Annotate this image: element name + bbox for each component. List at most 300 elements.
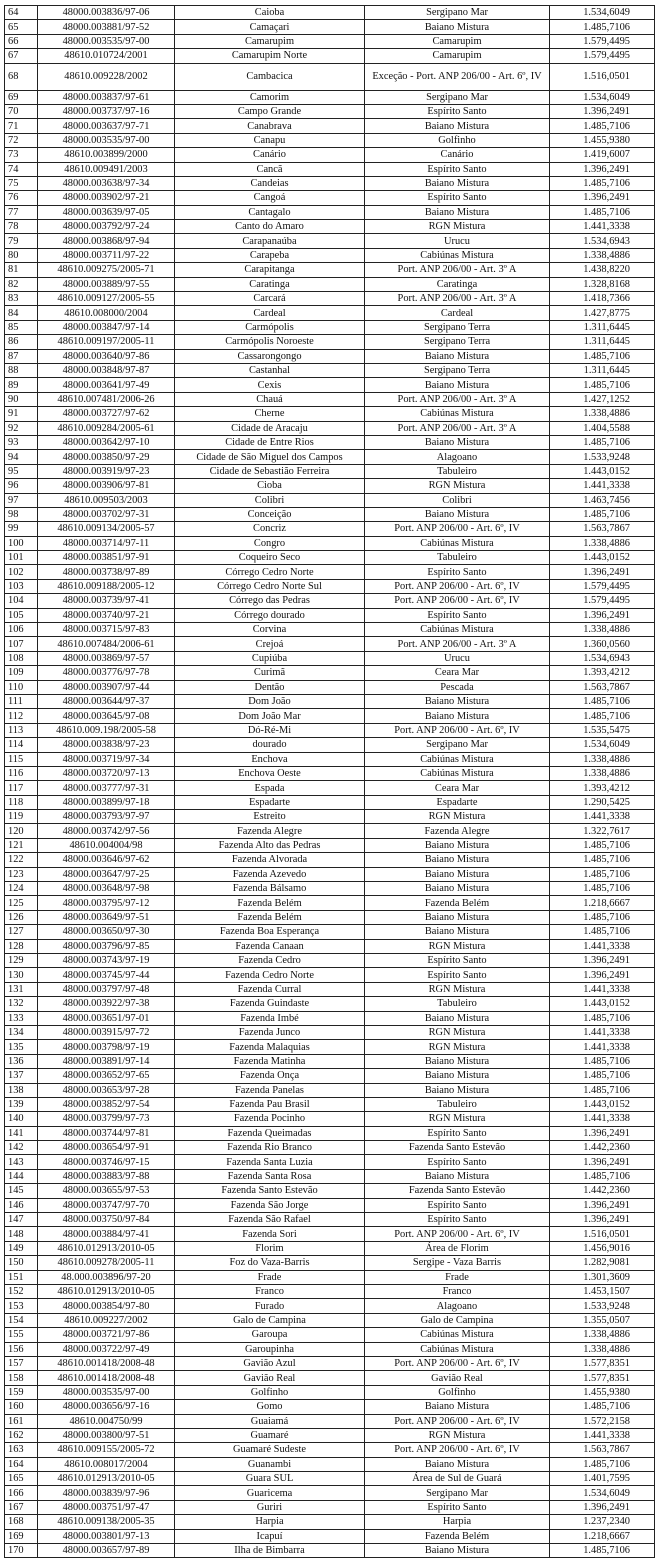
process-number-cell: 48000.003640/97-86 — [38, 349, 175, 363]
row-number-cell: 136 — [5, 1054, 38, 1068]
field-name-cell: Curimã — [175, 666, 365, 680]
row-number-cell: 95 — [5, 464, 38, 478]
price-value-cell: 1.290,5425 — [550, 795, 655, 809]
table-row — [5, 263, 655, 277]
price-value-cell: 1.535,5475 — [550, 723, 655, 737]
process-number-cell: 48610.009197/2005-11 — [38, 335, 175, 349]
field-name-cell: Gavião Azul — [175, 1356, 365, 1370]
table-row — [5, 1284, 655, 1298]
table-row — [5, 1184, 655, 1198]
process-number-cell: 48000.003649/97-51 — [38, 910, 175, 924]
price-value-cell: 1.441,3338 — [550, 1428, 655, 1442]
field-name-cell: Cidade de Entre Rios — [175, 435, 365, 449]
table-row — [5, 34, 655, 48]
row-number-cell: 120 — [5, 824, 38, 838]
price-value-cell: 1.485,7106 — [550, 1400, 655, 1414]
table-row — [5, 536, 655, 550]
table-row — [5, 910, 655, 924]
process-number-cell: 48000.003851/97-91 — [38, 551, 175, 565]
field-name-cell: Camarupim — [175, 34, 365, 48]
price-value-cell: 1.396,2491 — [550, 954, 655, 968]
price-value-cell: 1.237,2340 — [550, 1515, 655, 1529]
table-row — [5, 1457, 655, 1471]
row-number-cell: 134 — [5, 1025, 38, 1039]
table-row — [5, 148, 655, 162]
field-name-cell: Fazenda Santa Rosa — [175, 1169, 365, 1183]
row-number-cell: 145 — [5, 1184, 38, 1198]
process-number-cell: 48000.003919/97-23 — [38, 464, 175, 478]
field-name-cell: Cancã — [175, 162, 365, 176]
table-row — [5, 378, 655, 392]
field-name-cell: Fazenda Azevedo — [175, 867, 365, 881]
reference-area-cell: RGN Mistura — [365, 1112, 550, 1126]
process-number-cell: 48000.003645/97-08 — [38, 709, 175, 723]
table-row — [5, 651, 655, 665]
process-number-cell: 48000.003715/97-83 — [38, 623, 175, 637]
field-name-cell: Castanhal — [175, 363, 365, 377]
price-value-cell: 1.577,8351 — [550, 1356, 655, 1370]
reference-area-cell: Canário — [365, 148, 550, 162]
field-name-cell: Franco — [175, 1284, 365, 1298]
reference-area-cell: Ceara Mar — [365, 781, 550, 795]
table-row — [5, 363, 655, 377]
price-value-cell: 1.442,2360 — [550, 1141, 655, 1155]
process-number-cell: 48000.003915/97-72 — [38, 1025, 175, 1039]
price-value-cell: 1.485,7106 — [550, 1169, 655, 1183]
row-number-cell: 164 — [5, 1457, 38, 1471]
process-number-cell: 48000.003847/97-14 — [38, 320, 175, 334]
row-number-cell: 114 — [5, 738, 38, 752]
price-value-cell: 1.360,0560 — [550, 637, 655, 651]
process-number-cell: 48000.003776/97-78 — [38, 666, 175, 680]
process-number-cell: 48610.004750/99 — [38, 1414, 175, 1428]
field-name-cell: Espada — [175, 781, 365, 795]
process-number-cell: 48000.003738/97-89 — [38, 565, 175, 579]
price-value-cell: 1.301,3609 — [550, 1270, 655, 1284]
row-number-cell: 160 — [5, 1400, 38, 1414]
process-number-cell: 48610.009503/2003 — [38, 493, 175, 507]
field-name-cell: Garoupinha — [175, 1342, 365, 1356]
process-number-cell: 48000.003743/97-19 — [38, 954, 175, 968]
field-name-cell: Fazenda Boa Esperança — [175, 925, 365, 939]
price-value-cell: 1.282,9081 — [550, 1256, 655, 1270]
reference-area-cell: Golfinho — [365, 1385, 550, 1399]
field-name-cell: Coqueiro Seco — [175, 551, 365, 565]
table-row — [5, 608, 655, 622]
field-name-cell: Chauá — [175, 392, 365, 406]
reference-area-cell: Port. ANP 206/00 - Art. 6º, IV — [365, 1227, 550, 1241]
row-number-cell: 126 — [5, 910, 38, 924]
price-value-cell: 1.516,0501 — [550, 1227, 655, 1241]
process-number-cell: 48000.003702/97-31 — [38, 507, 175, 521]
price-value-cell: 1.453,1507 — [550, 1284, 655, 1298]
reference-area-cell: Baiano Mistura — [365, 349, 550, 363]
table-row — [5, 349, 655, 363]
table-row — [5, 435, 655, 449]
reference-area-cell: Baiano Mistura — [365, 910, 550, 924]
table-row — [5, 623, 655, 637]
table-row — [5, 666, 655, 680]
field-name-cell: Icapuí — [175, 1529, 365, 1543]
table-row — [5, 1025, 655, 1039]
price-value-cell: 1.441,3338 — [550, 810, 655, 824]
process-number-cell: 48000.003535/97-00 — [38, 133, 175, 147]
field-name-cell: Fazenda Pau Brasil — [175, 1097, 365, 1111]
process-number-cell: 48000.003884/97-41 — [38, 1227, 175, 1241]
field-name-cell: Conceição — [175, 507, 365, 521]
price-value-cell: 1.441,3338 — [550, 982, 655, 996]
row-number-cell: 74 — [5, 162, 38, 176]
table-row — [5, 853, 655, 867]
price-value-cell: 1.419,6007 — [550, 148, 655, 162]
row-number-cell: 162 — [5, 1428, 38, 1442]
price-value-cell: 1.563,7867 — [550, 680, 655, 694]
reference-area-cell: Fazenda Santo Estevão — [365, 1141, 550, 1155]
reference-area-cell: Área de Sul de Guará — [365, 1472, 550, 1486]
row-number-cell: 131 — [5, 982, 38, 996]
field-name-cell: Fazenda Queimadas — [175, 1126, 365, 1140]
price-value-cell: 1.485,7106 — [550, 349, 655, 363]
reference-area-cell: Ceara Mar — [365, 666, 550, 680]
reference-area-cell: Port. ANP 206/00 - Art. 3º A — [365, 292, 550, 306]
field-name-cell: Fazenda Panelas — [175, 1083, 365, 1097]
process-number-cell: 48000.003796/97-85 — [38, 939, 175, 953]
reference-area-cell: Cardeal — [365, 306, 550, 320]
reference-area-cell: Espírito Santo — [365, 104, 550, 118]
reference-area-cell: Port. ANP 206/00 - Art. 6º, IV — [365, 1356, 550, 1370]
field-name-cell: Fazenda Alvorada — [175, 853, 365, 867]
row-number-cell: 159 — [5, 1385, 38, 1399]
row-number-cell: 123 — [5, 867, 38, 881]
reference-area-cell: Tabuleiro — [365, 551, 550, 565]
row-number-cell: 105 — [5, 608, 38, 622]
reference-area-cell: Camarupim — [365, 34, 550, 48]
price-value-cell: 1.572,2158 — [550, 1414, 655, 1428]
process-number-cell: 48610.009.198/2005-58 — [38, 723, 175, 737]
process-number-cell: 48000.003922/97-38 — [38, 997, 175, 1011]
reference-area-cell: Área de Florim — [365, 1241, 550, 1255]
reference-area-cell: Baiano Mistura — [365, 1069, 550, 1083]
table-row — [5, 522, 655, 536]
field-name-cell: Cardeal — [175, 306, 365, 320]
price-value-cell: 1.485,7106 — [550, 925, 655, 939]
process-number-cell: 48610.009134/2005-57 — [38, 522, 175, 536]
price-value-cell: 1.485,7106 — [550, 176, 655, 190]
table-row — [5, 1141, 655, 1155]
process-number-cell: 48000.003899/97-18 — [38, 795, 175, 809]
reference-area-cell: Baiano Mistura — [365, 925, 550, 939]
process-number-cell: 48000.003800/97-51 — [38, 1428, 175, 1442]
price-value-cell: 1.311,6445 — [550, 363, 655, 377]
price-value-cell: 1.311,6445 — [550, 320, 655, 334]
row-number-cell: 157 — [5, 1356, 38, 1370]
row-number-cell: 107 — [5, 637, 38, 651]
process-number-cell: 48000.003647/97-25 — [38, 867, 175, 881]
field-name-cell: Espadarte — [175, 795, 365, 809]
reference-area-cell: Tabuleiro — [365, 997, 550, 1011]
row-number-cell: 90 — [5, 392, 38, 406]
process-number-cell: 48000.003838/97-23 — [38, 738, 175, 752]
field-name-cell: Cantagalo — [175, 205, 365, 219]
field-name-cell: Carapitanga — [175, 263, 365, 277]
table-row — [5, 1227, 655, 1241]
reference-area-cell: Galo de Campina — [365, 1313, 550, 1327]
table-row — [5, 1155, 655, 1169]
field-name-cell: Fazenda Alto das Pedras — [175, 838, 365, 852]
table-row — [5, 1256, 655, 1270]
row-number-cell: 99 — [5, 522, 38, 536]
price-value-cell: 1.485,7106 — [550, 435, 655, 449]
reference-area-cell: Port. ANP 206/00 - Art. 3º A — [365, 392, 550, 406]
reference-area-cell: Baiano Mistura — [365, 435, 550, 449]
row-number-cell: 66 — [5, 34, 38, 48]
price-value-cell: 1.441,3338 — [550, 1112, 655, 1126]
table-row — [5, 104, 655, 118]
row-number-cell: 163 — [5, 1443, 38, 1457]
reference-area-cell: Sergipe - Vaza Barris — [365, 1256, 550, 1270]
table-body — [5, 6, 655, 1558]
reference-area-cell: Baiano Mistura — [365, 176, 550, 190]
reference-area-cell: Cabiúnas Mistura — [365, 407, 550, 421]
field-name-cell: Guara SUL — [175, 1472, 365, 1486]
field-name-cell: Carcará — [175, 292, 365, 306]
process-number-cell: 48000.003722/97-49 — [38, 1342, 175, 1356]
reference-area-cell: Baiano Mistura — [365, 1169, 550, 1183]
table-row — [5, 1040, 655, 1054]
price-value-cell: 1.485,7106 — [550, 507, 655, 521]
row-number-cell: 101 — [5, 551, 38, 565]
table-row — [5, 1011, 655, 1025]
price-value-cell: 1.563,7867 — [550, 1443, 655, 1457]
field-name-cell: Dó-Ré-Mi — [175, 723, 365, 737]
price-value-cell: 1.534,6049 — [550, 738, 655, 752]
row-number-cell: 124 — [5, 882, 38, 896]
table-row — [5, 694, 655, 708]
process-number-cell: 48000.003739/97-41 — [38, 594, 175, 608]
row-number-cell: 132 — [5, 997, 38, 1011]
price-value-cell: 1.427,1252 — [550, 392, 655, 406]
reference-area-cell: Espírito Santo — [365, 1155, 550, 1169]
price-value-cell: 1.396,2491 — [550, 162, 655, 176]
process-number-cell: 48000.003906/97-81 — [38, 479, 175, 493]
price-value-cell: 1.485,7106 — [550, 205, 655, 219]
field-name-cell: Crejoá — [175, 637, 365, 651]
field-name-cell: Guamaré — [175, 1428, 365, 1442]
field-name-cell: Córrego dourado — [175, 608, 365, 622]
table-row — [5, 407, 655, 421]
process-number-cell: 48000.003737/97-16 — [38, 104, 175, 118]
row-number-cell: 96 — [5, 479, 38, 493]
table-row — [5, 1054, 655, 1068]
process-number-cell: 48000.003638/97-34 — [38, 176, 175, 190]
process-number-cell: 48610.008017/2004 — [38, 1457, 175, 1471]
table-row — [5, 896, 655, 910]
reference-area-cell: Espadarte — [365, 795, 550, 809]
field-name-cell: Camarupim Norte — [175, 49, 365, 63]
process-number-cell: 48000.003742/97-56 — [38, 824, 175, 838]
row-number-cell: 84 — [5, 306, 38, 320]
price-value-cell: 1.443,0152 — [550, 551, 655, 565]
process-number-cell: 48000.003653/97-28 — [38, 1083, 175, 1097]
row-number-cell: 137 — [5, 1069, 38, 1083]
field-name-cell: Corvina — [175, 623, 365, 637]
price-value-cell: 1.338,4886 — [550, 623, 655, 637]
reference-area-cell: Baiano Mistura — [365, 20, 550, 34]
table-row — [5, 1443, 655, 1457]
field-name-cell: Fazenda Curral — [175, 982, 365, 996]
table-row — [5, 1083, 655, 1097]
reference-area-cell: Baiano Mistura — [365, 378, 550, 392]
table-row — [5, 882, 655, 896]
row-number-cell: 76 — [5, 191, 38, 205]
process-number-cell: 48610.009155/2005-72 — [38, 1443, 175, 1457]
process-number-cell: 48610.012913/2010-05 — [38, 1241, 175, 1255]
price-value-cell: 1.516,0501 — [550, 63, 655, 90]
field-name-cell: Guanambi — [175, 1457, 365, 1471]
field-name-cell: Fazenda Guindaste — [175, 997, 365, 1011]
price-value-cell: 1.396,2491 — [550, 565, 655, 579]
row-number-cell: 161 — [5, 1414, 38, 1428]
process-number-cell: 48000.003650/97-30 — [38, 925, 175, 939]
field-name-cell: Fazenda Santo Estevão — [175, 1184, 365, 1198]
table-row — [5, 493, 655, 507]
field-name-cell: Carapanaúba — [175, 234, 365, 248]
price-value-cell: 1.438,8220 — [550, 263, 655, 277]
row-number-cell: 89 — [5, 378, 38, 392]
process-number-cell: 48000.003869/97-57 — [38, 651, 175, 665]
row-number-cell: 108 — [5, 651, 38, 665]
table-row — [5, 1126, 655, 1140]
reference-area-cell: Port. ANP 206/00 - Art. 6º, IV — [365, 1443, 550, 1457]
table-row — [5, 1328, 655, 1342]
field-name-cell: Congro — [175, 536, 365, 550]
field-name-cell: Dom João — [175, 694, 365, 708]
row-number-cell: 115 — [5, 752, 38, 766]
table-row — [5, 738, 655, 752]
reference-area-cell: Harpia — [365, 1515, 550, 1529]
process-number-cell: 48000.003777/97-31 — [38, 781, 175, 795]
process-number-cell: 48000.003750/97-84 — [38, 1213, 175, 1227]
price-value-cell: 1.355,0507 — [550, 1313, 655, 1327]
table-row — [5, 925, 655, 939]
row-number-cell: 166 — [5, 1486, 38, 1500]
price-value-cell: 1.485,7106 — [550, 709, 655, 723]
reference-area-cell: Tabuleiro — [365, 1097, 550, 1111]
price-value-cell: 1.396,2491 — [550, 1155, 655, 1169]
process-number-cell: 48000.003642/97-10 — [38, 435, 175, 449]
row-number-cell: 88 — [5, 363, 38, 377]
price-value-cell: 1.443,0152 — [550, 1097, 655, 1111]
reference-area-cell: Alagoano — [365, 1299, 550, 1313]
price-value-cell: 1.396,2491 — [550, 608, 655, 622]
process-number-cell: 48000.003535/97-00 — [38, 34, 175, 48]
price-value-cell: 1.441,3338 — [550, 220, 655, 234]
reference-area-cell: Espírito Santo — [365, 1213, 550, 1227]
field-name-cell: Fazenda Belém — [175, 896, 365, 910]
process-number-cell: 48610.009188/2005-12 — [38, 579, 175, 593]
reference-area-cell: Baiano Mistura — [365, 1544, 550, 1558]
reference-area-cell: RGN Mistura — [365, 1040, 550, 1054]
field-name-cell: Golfinho — [175, 1385, 365, 1399]
reference-area-cell: Camarupim — [365, 49, 550, 63]
reference-area-cell: Urucu — [365, 234, 550, 248]
reference-area-cell: RGN Mistura — [365, 479, 550, 493]
process-number-cell: 48000.003721/97-86 — [38, 1328, 175, 1342]
table-row — [5, 320, 655, 334]
price-value-cell: 1.396,2491 — [550, 1126, 655, 1140]
table-row — [5, 752, 655, 766]
row-number-cell: 103 — [5, 579, 38, 593]
price-value-cell: 1.393,4212 — [550, 781, 655, 795]
price-value-cell: 1.579,4495 — [550, 579, 655, 593]
table-row — [5, 1400, 655, 1414]
process-number-cell: 48000.003854/97-80 — [38, 1299, 175, 1313]
row-number-cell: 122 — [5, 853, 38, 867]
price-value-cell: 1.393,4212 — [550, 666, 655, 680]
price-value-cell: 1.328,8168 — [550, 277, 655, 291]
field-name-cell: Florim — [175, 1241, 365, 1255]
reference-area-cell: Sergipano Mar — [365, 738, 550, 752]
price-value-cell: 1.338,4886 — [550, 766, 655, 780]
row-number-cell: 128 — [5, 939, 38, 953]
process-number-cell: 48000.003848/97-87 — [38, 363, 175, 377]
reference-area-cell: RGN Mistura — [365, 220, 550, 234]
reference-area-cell: Fazenda Alegre — [365, 824, 550, 838]
field-name-cell: Candeias — [175, 176, 365, 190]
row-number-cell: 106 — [5, 623, 38, 637]
table-row — [5, 1356, 655, 1370]
table-row — [5, 1112, 655, 1126]
table-row — [5, 1500, 655, 1514]
process-number-cell: 48000.003801/97-13 — [38, 1529, 175, 1543]
reference-area-cell: RGN Mistura — [365, 1025, 550, 1039]
price-value-cell: 1.485,7106 — [550, 1069, 655, 1083]
field-name-cell: Córrego Cedro Norte Sul — [175, 579, 365, 593]
field-name-cell: Fazenda Rio Branco — [175, 1141, 365, 1155]
field-name-cell: Caratinga — [175, 277, 365, 291]
reference-area-cell: Baiano Mistura — [365, 1011, 550, 1025]
reference-area-cell: Sergipano Terra — [365, 335, 550, 349]
price-value-cell: 1.485,7106 — [550, 853, 655, 867]
process-number-cell: 48000.003745/97-44 — [38, 968, 175, 982]
row-number-cell: 85 — [5, 320, 38, 334]
reference-area-cell: Cabiúnas Mistura — [365, 1328, 550, 1342]
table-row — [5, 723, 655, 737]
row-number-cell: 169 — [5, 1529, 38, 1543]
reference-area-cell: Sergipano Terra — [365, 320, 550, 334]
row-number-cell: 69 — [5, 90, 38, 104]
table-row — [5, 680, 655, 694]
price-value-cell: 1.338,4886 — [550, 1342, 655, 1356]
price-value-cell: 1.485,7106 — [550, 910, 655, 924]
process-number-cell: 48000.003746/97-15 — [38, 1155, 175, 1169]
field-name-cell: Cassarongongo — [175, 349, 365, 363]
field-name-cell: Colibri — [175, 493, 365, 507]
row-number-cell: 121 — [5, 838, 38, 852]
reference-area-cell: Sergipano Mar — [365, 90, 550, 104]
row-number-cell: 70 — [5, 104, 38, 118]
reference-area-cell: Port. ANP 206/00 - Art. 6º, IV — [365, 522, 550, 536]
price-value-cell: 1.534,6049 — [550, 6, 655, 20]
field-name-cell: Carmópolis — [175, 320, 365, 334]
process-number-cell: 48610.009227/2002 — [38, 1313, 175, 1327]
table-row — [5, 20, 655, 34]
process-number-cell: 48610.012913/2010-05 — [38, 1472, 175, 1486]
price-value-cell: 1.485,7106 — [550, 867, 655, 881]
field-name-cell: Cherne — [175, 407, 365, 421]
row-number-cell: 75 — [5, 176, 38, 190]
process-number-cell: 48000.003711/97-22 — [38, 248, 175, 262]
